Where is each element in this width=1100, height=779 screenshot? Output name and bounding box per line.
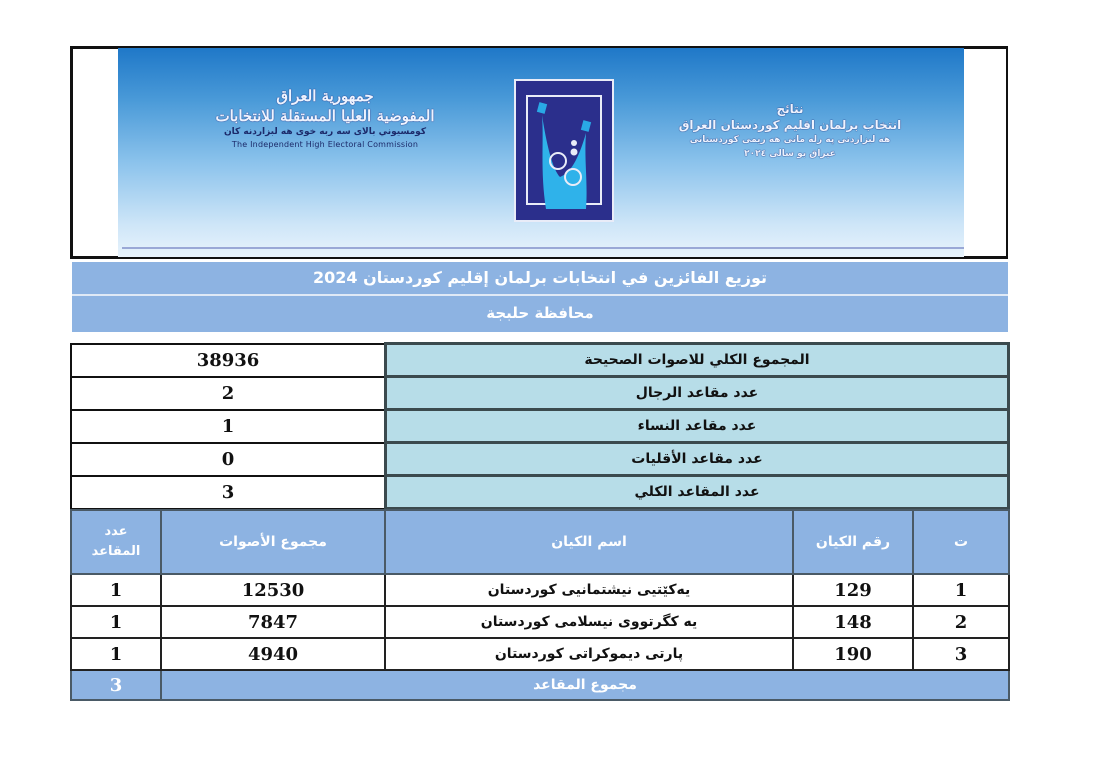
cell-index: 3 — [913, 638, 1009, 670]
results-year: عيراق بو سالى ٢٠٢٤ — [744, 149, 836, 159]
total-seats-label: مجموع المقاعد — [161, 670, 1009, 700]
table-row — [71, 574, 1009, 606]
cell-index: 1 — [913, 574, 1009, 606]
summary-label: عدد مقاعد النساء — [386, 410, 1009, 443]
header-index: ت — [913, 510, 1009, 574]
results-title: نتائج — [776, 102, 804, 116]
summary-label: عدد مقاعد الرجال — [386, 377, 1009, 410]
cell-total-votes: 7847 — [161, 606, 385, 638]
cell-index: 2 — [913, 606, 1009, 638]
summary-row-total-seats — [71, 476, 1009, 509]
header-entity-number: رقم الكيان — [793, 510, 913, 574]
cell-entity-number: 129 — [793, 574, 913, 606]
total-seats-value: 3 — [71, 670, 161, 700]
voters-figure-icon — [516, 81, 612, 220]
commission-arabic-line1: جمهورية العراق — [276, 87, 374, 105]
cell-entity-number: 148 — [793, 606, 913, 638]
banner-divider — [122, 247, 964, 249]
header-seats-line1: عدد — [104, 524, 128, 539]
summary-value: 3 — [71, 476, 386, 509]
table-header-row — [71, 510, 1009, 574]
summary-label: عدد المقاعد الكلي — [386, 476, 1009, 509]
summary-table — [70, 342, 1010, 510]
page-title: توزيع الفائزين في انتخابات برلمان إقليم كوردستان 2024 — [72, 262, 1008, 294]
summary-value: 2 — [71, 377, 386, 410]
governorate-title: محافظة حلبجة — [72, 296, 1008, 332]
cell-seats: 1 — [71, 638, 161, 670]
header-seats-line2: المقاعد — [91, 544, 141, 559]
cell-entity-number: 190 — [793, 638, 913, 670]
cell-seats: 1 — [71, 606, 161, 638]
winners-table — [70, 509, 1010, 701]
results-subtitle-kurdish: هه لبزاردنى په رله مانى هه ريمى كوردستانى — [689, 135, 891, 145]
election-results-heading — [640, 102, 940, 161]
commission-logo-text — [210, 86, 440, 151]
table-row — [71, 638, 1009, 670]
commission-english: The Independent High Electoral Commission — [231, 140, 419, 149]
results-subtitle-arabic: انتخاب برلمان اقليم كوردستان العراق — [678, 118, 902, 132]
table-row — [71, 606, 1009, 638]
cell-entity-name: يەكێتیی نیشتمانیی كوردستان — [385, 574, 793, 606]
summary-row-men-seats — [71, 377, 1009, 410]
summary-row-valid-votes — [71, 344, 1009, 377]
cell-entity-name: یه كگرتووی نیسلامی كوردستان — [385, 606, 793, 638]
commission-kurdish: كومسيوني بالاى سه ربه خوى هه لبزاردنه كان — [223, 127, 427, 137]
cell-seats: 1 — [71, 574, 161, 606]
commission-arabic-line2: المفوضية العليا المستقلة للانتخابات — [215, 107, 435, 125]
summary-row-minority-seats — [71, 443, 1009, 476]
summary-row-women-seats — [71, 410, 1009, 443]
table-total-row — [71, 670, 1009, 700]
summary-value: 0 — [71, 443, 386, 476]
header-total-votes: مجموع الأصوات — [161, 510, 385, 574]
summary-label: عدد مقاعد الأقليات — [386, 443, 1009, 476]
cell-entity-name: پارتی دیموكراتی كوردستان — [385, 638, 793, 670]
header-seats — [71, 510, 161, 574]
summary-value: 38936 — [71, 344, 386, 377]
header-entity-name: اسم الكيان — [385, 510, 793, 574]
cell-total-votes: 12530 — [161, 574, 385, 606]
cell-total-votes: 4940 — [161, 638, 385, 670]
commission-emblem-icon — [514, 79, 614, 222]
summary-label: المجموع الكلي للاصوات الصحيحة — [386, 344, 1009, 377]
summary-value: 1 — [71, 410, 386, 443]
